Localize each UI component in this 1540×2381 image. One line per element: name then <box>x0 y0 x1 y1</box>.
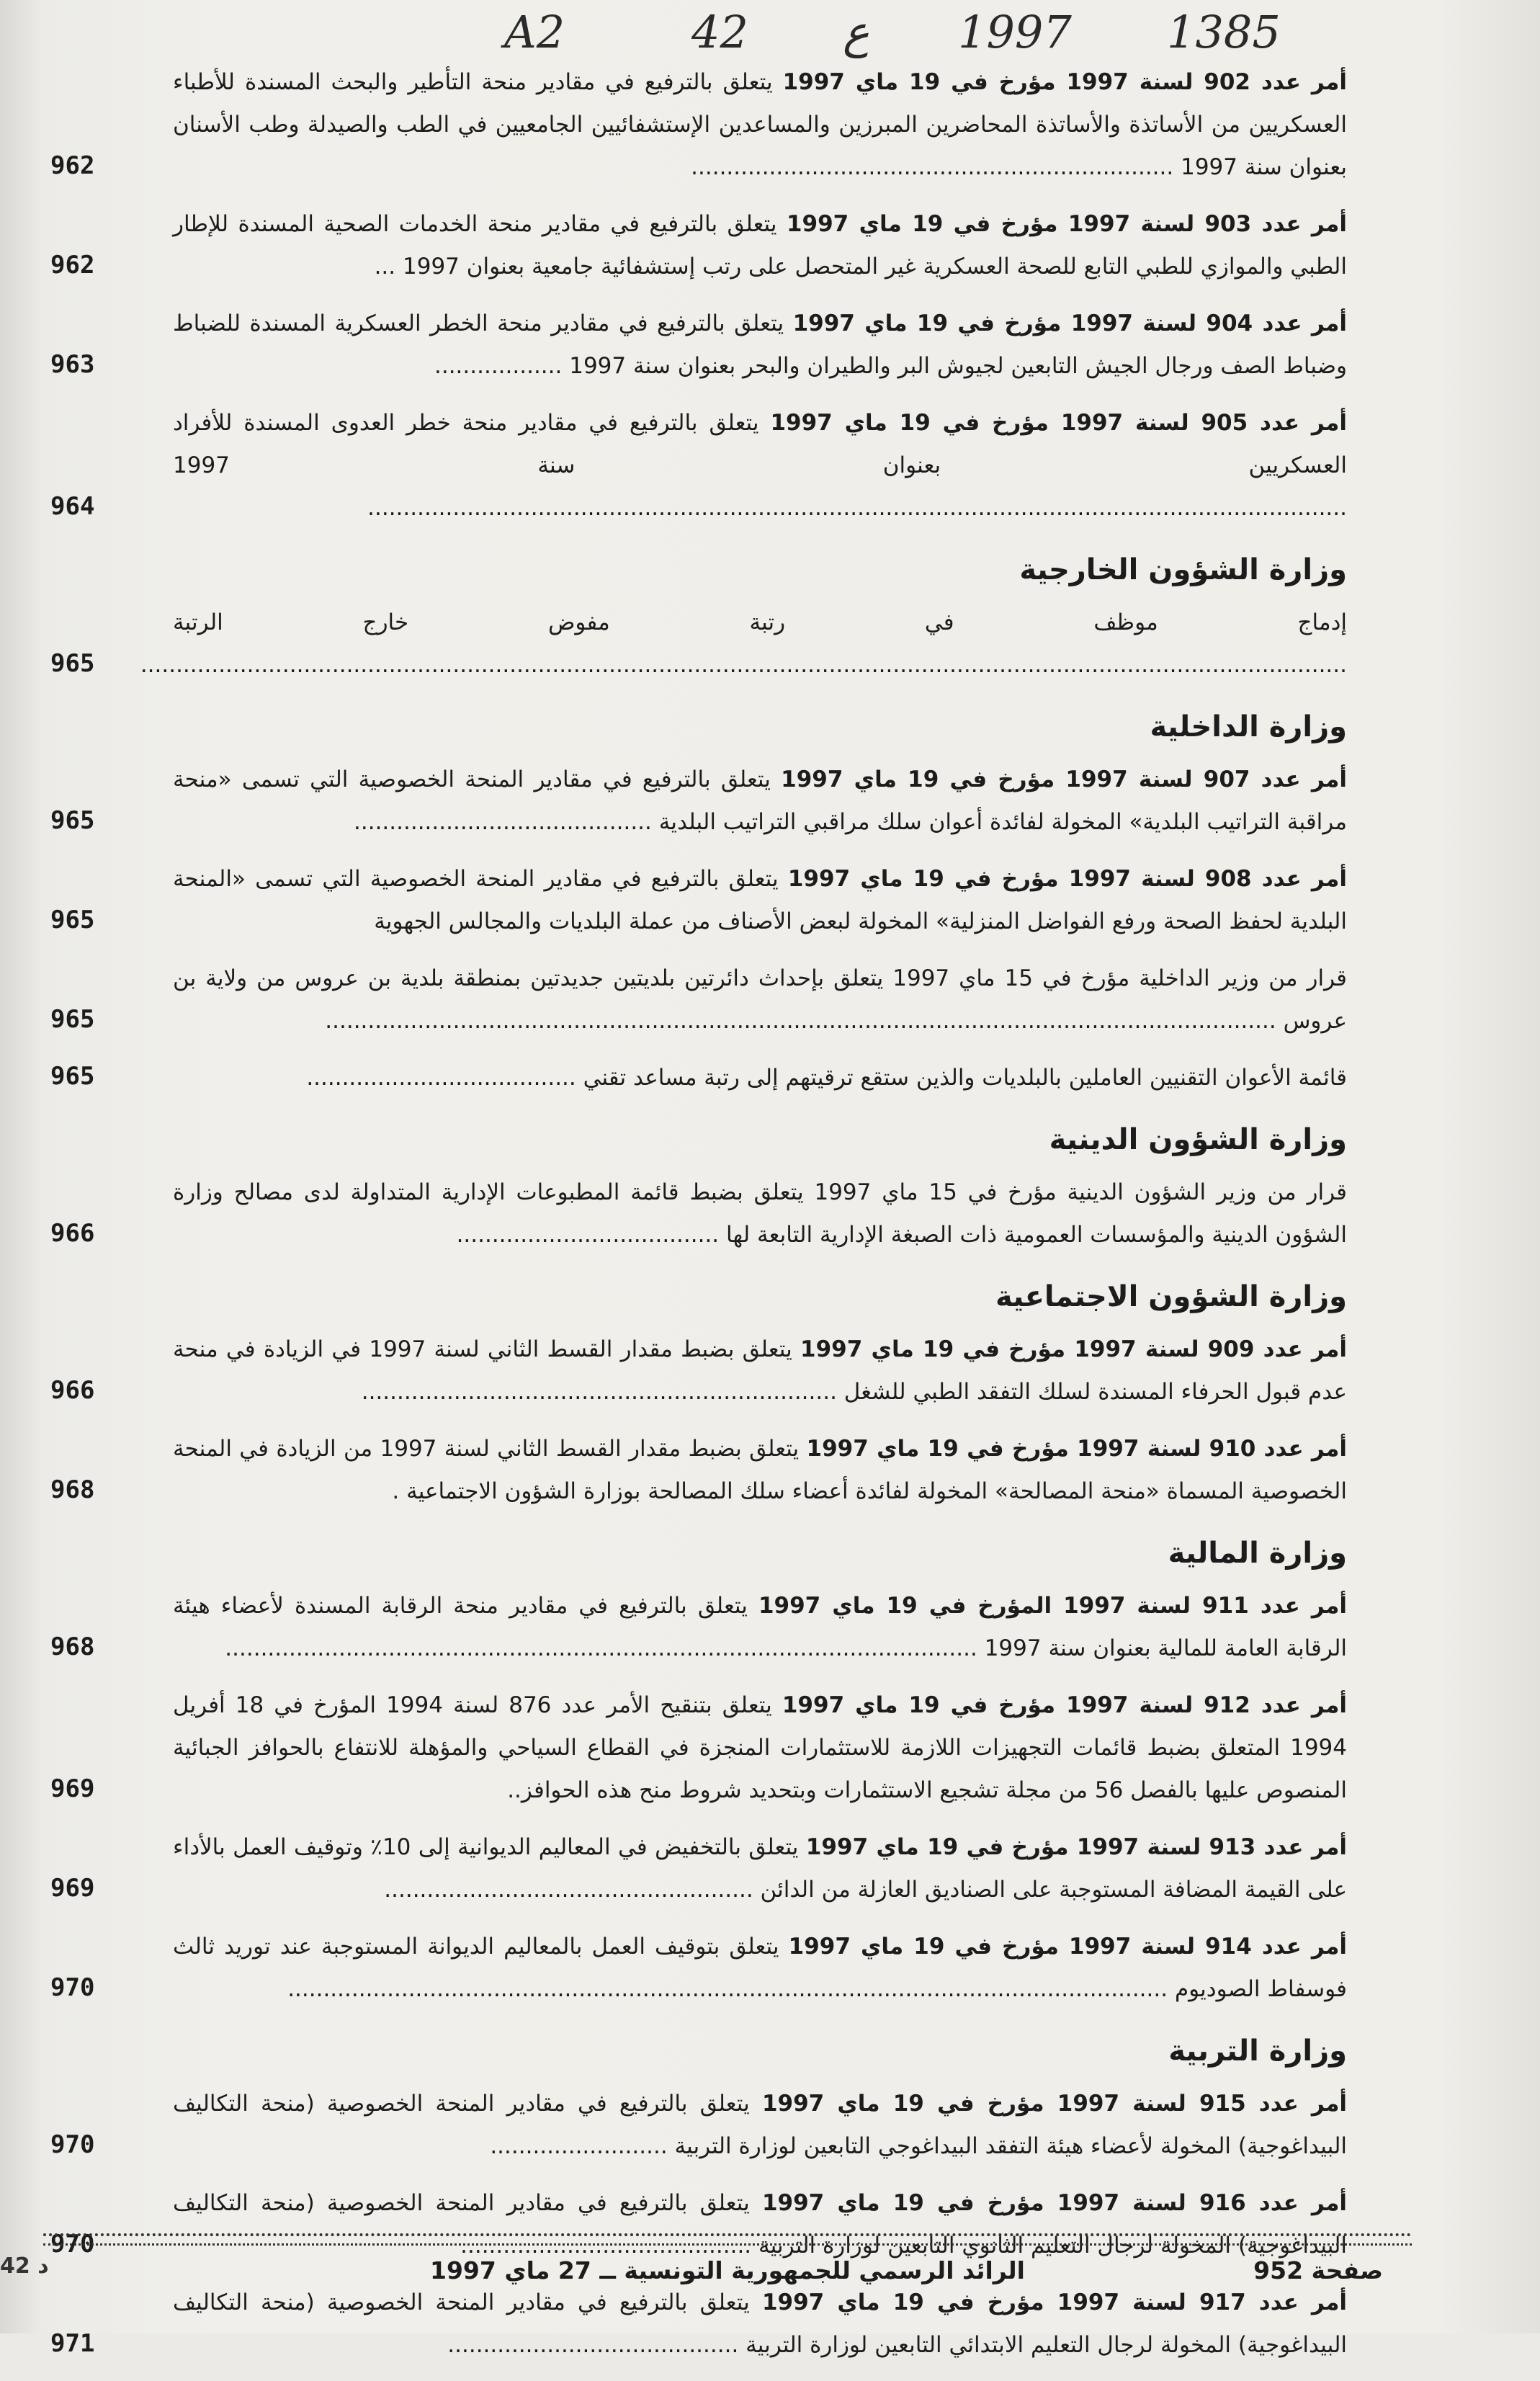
entry-page-number: 964 <box>50 492 95 521</box>
binding-mark: 42 د <box>0 2253 49 2279</box>
entry-description: يتعلق بالترفيع في مقادير المنحة الخصوصية التي تسمى «المنحة البلدية لحفظ الصحة ورفع الفواضل المنزلية» المخولة لبعض الأصناف من عملة البلديات والمجالس الجهوية <box>173 866 1347 934</box>
page-number-label: صفحة 952 <box>1253 2256 1383 2284</box>
entry-description: يتعلق بالترفيع في مقادير المنحة الخصوصية (منحة التكاليف البيداغوجية) المخولة لأعضاء هيئة التفقد البيداغوجي التابعين لوزارة التربية ......................... <box>173 2091 1347 2159</box>
toc-entry <box>43 402 1347 530</box>
entry-page-number: 965 <box>50 906 95 934</box>
entry-text <box>173 2083 1347 2168</box>
entry-page-number: 970 <box>50 2230 95 2259</box>
decree-title: أمر عدد 916 لسنة 1997 مؤرخ في 19 ماي 1997 <box>761 2190 1348 2216</box>
decree-title: أمر عدد 908 لسنة 1997 مؤرخ في 19 ماي 1997 <box>787 866 1347 892</box>
entry-page-number: 966 <box>50 1219 95 1248</box>
entry-description: يتعلق بضبط مقدار القسط الثاني لسنة 1997 في الزيادة في منحة عدم قبول الحرفاء المسندة لسلك التفقد الطبي للشغل ................................................................... <box>173 1336 1347 1405</box>
entry-text <box>173 203 1347 288</box>
handwritten-serial: 1385 <box>1167 6 1281 58</box>
entry-page-number: 965 <box>50 1005 95 1034</box>
entry-text <box>173 957 1347 1042</box>
entry-text <box>173 1428 1347 1513</box>
toc-entry <box>43 1171 1347 1256</box>
entry-text <box>173 1926 1347 2011</box>
entry-text <box>173 858 1347 943</box>
entry-page-number: 962 <box>50 151 95 180</box>
entry-text <box>173 402 1347 530</box>
entry-text <box>173 61 1347 189</box>
section-heading: وزارة الشؤون الخارجية <box>1019 553 1347 586</box>
toc-entry <box>43 303 1347 388</box>
decree-title: أمر عدد 915 لسنة 1997 مؤرخ في 19 ماي 1997 <box>761 2091 1348 2117</box>
entry-text <box>140 602 1347 687</box>
entry-text <box>173 759 1347 844</box>
decree-title: أمر عدد 903 لسنة 1997 مؤرخ في 19 ماي 1997 <box>786 211 1347 237</box>
entry-description: إدماج موظف في رتبة مفوض خارج الرتبة .......................................................................................................................................................................... <box>140 609 1347 678</box>
section-heading: وزارة التربية <box>1168 2034 1347 2068</box>
decree-title: أمر عدد 914 لسنة 1997 مؤرخ في 19 ماي 1997 <box>788 1934 1347 1960</box>
entry-page-number: 965 <box>50 1062 95 1091</box>
section-heading: وزارة المالية <box>1168 1537 1347 1570</box>
entry-description: يتعلق بالترفيع في مقادير منحة التأطير والبحث المسندة للأطباء العسكريين من الأساتذة والأساتذة المحاضرين المبرزين والمساعدين الإستشفائيين الجامعيين في الطب والصيدلة وطب الأسنان بعنوان سنة 1997 .................................................................... <box>173 69 1347 180</box>
journal-title: الرائد الرسمي للجمهورية التونسية ــ 27 ماي 1997 <box>430 2256 1025 2284</box>
entry-text <box>173 1328 1347 1413</box>
handwritten-code: A2 <box>504 6 565 58</box>
decree-title: أمر عدد 913 لسنة 1997 مؤرخ في 19 ماي 1997 <box>805 1834 1347 1860</box>
entry-page-number: 968 <box>50 1632 95 1661</box>
entry-description: يتعلق بالترفيع في مقادير منحة الخطر العسكرية المسندة للضباط وضباط الصف ورجال الجيش التابعين لجيوش البر والطيران والبحر بعنوان سنة 1997 .................. <box>173 311 1347 379</box>
toc-entry <box>43 957 1347 1042</box>
entry-page-number: 965 <box>50 806 95 835</box>
entry-page-number: 968 <box>50 1475 95 1504</box>
section-heading: وزارة الشؤون الاجتماعية <box>995 1280 1347 1313</box>
entry-text <box>173 1585 1347 1670</box>
entry-page-number: 970 <box>50 1973 95 2002</box>
handwritten-year: 1997 <box>958 6 1072 58</box>
entry-description: يتعلق بالترفيع في مقادير المنحة الخصوصية التي تسمى «منحة مراقبة التراتيب البلدية» المخولة لفائدة أعوان سلك مراقبي التراتيب البلدية .......................................... <box>173 767 1347 835</box>
toc-entry <box>43 61 1347 189</box>
entry-page-number: 969 <box>50 1774 95 1803</box>
entry-page-number: 962 <box>50 251 95 280</box>
entry-description: يتعلق بتوقيف العمل بالمعاليم الديوانة المستوجبة عند توريد ثالث فوسفاط الصوديوم ............................................................................................................................ <box>173 1934 1347 2002</box>
entry-text <box>173 1171 1347 1256</box>
toc-entry <box>43 759 1347 844</box>
section-heading: وزارة الشؤون الدينية <box>1049 1123 1347 1156</box>
handwritten-number: 42 <box>691 6 748 58</box>
decree-title: أمر عدد 905 لسنة 1997 مؤرخ في 19 ماي 1997 <box>770 410 1347 436</box>
toc-entry <box>43 1684 1347 1812</box>
entry-description: قرار من وزير الداخلية مؤرخ في 15 ماي 1997 يتعلق بإحداث دائرتين بلديتين جديدتين بمنطقة بلدية بن عروس من ولاية بن عروس ...................................................................................................................................... <box>173 965 1347 1034</box>
footer-divider <box>43 2233 1412 2246</box>
page-footer <box>43 2253 1412 2297</box>
toc-entry <box>43 1926 1347 2011</box>
toc-entry <box>43 2083 1347 2168</box>
toc-entry <box>43 1826 1347 1911</box>
entry-text <box>173 1684 1347 1812</box>
toc-entry <box>43 1328 1347 1413</box>
entry-description: يتعلق بضبط مقدار القسط الثاني لسنة 1997 من الزيادة في المنحة الخصوصية المسماة «منحة المصالحة» المخولة لفائدة أعضاء سلك المصالحة بوزارة الشؤون الاجتماعية . <box>173 1436 1347 1504</box>
entry-description: يتعلق بالترفيع في مقادير منحة الرقابة المسندة لأعضاء هيئة الرقابة العامة للمالية بعنوان سنة 1997 .......................................................................................................... <box>173 1593 1347 1661</box>
decree-title: أمر عدد 911 لسنة 1997 المؤرخ في 19 ماي 1997 <box>758 1593 1347 1619</box>
entry-description: قائمة الأعوان التقنيين العاملين بالبلديات والذين ستقع ترقيتهم إلى رتبة مساعد تقني ...................................... <box>306 1065 1347 1091</box>
toc-entry <box>43 1057 1347 1099</box>
handwritten-annotation <box>0 6 1540 63</box>
toc-entry <box>43 858 1347 943</box>
entry-page-number: 971 <box>50 2329 95 2358</box>
table-of-contents <box>43 61 1347 2381</box>
decree-title: أمر عدد 910 لسنة 1997 مؤرخ في 19 ماي 1997 <box>806 1436 1348 1462</box>
entry-description: يتعلق بالتخفيض في المعاليم الديوانية إلى 10٪ وتوقيف العمل بالأداء على القيمة المضافة المستوجبة على الصناديق العازلة من الدائن .................................................... <box>173 1834 1347 1903</box>
entry-text <box>173 1057 1347 1099</box>
toc-entry <box>43 1585 1347 1670</box>
toc-entry <box>43 602 1347 687</box>
entry-description: يتعلق بالترفيع في مقادير المنحة الخصوصية (منحة التكاليف البيداغوجية) المخولة لرجال التعليم الابتدائي التابعين لوزارة التربية ......................................... <box>173 2290 1347 2358</box>
decree-title: أمر عدد 917 لسنة 1997 مؤرخ في 19 ماي 1997 <box>761 2290 1348 2315</box>
entry-page-number: 965 <box>50 649 95 678</box>
decree-title: أمر عدد 902 لسنة 1997 مؤرخ في 19 ماي 1997 <box>782 69 1347 95</box>
toc-entry <box>43 203 1347 288</box>
entry-page-number: 970 <box>50 2130 95 2159</box>
entry-text <box>173 1826 1347 1911</box>
decree-title: أمر عدد 912 لسنة 1997 مؤرخ في 19 ماي 1997 <box>782 1692 1347 1718</box>
entry-page-number: 969 <box>50 1874 95 1903</box>
entry-page-number: 966 <box>50 1376 95 1405</box>
entry-description: قرار من وزير الشؤون الدينية مؤرخ في 15 ماي 1997 يتعلق بضبط قائمة المطبوعات الإدارية المتداولة لدى مصالح وزارة الشؤون الدينية والمؤسسات العمومية ذات الصبغة الإدارية التابعة لها ..................................... <box>173 1179 1347 1248</box>
toc-entry <box>43 1428 1347 1513</box>
entry-page-number: 963 <box>50 350 95 379</box>
entry-description: يتعلق بتنقيح الأمر عدد 876 لسنة 1994 المؤرخ في 18 أفريل 1994 المتعلق بضبط قائمات التجهيزات اللازمة للاستثمارات المنجزة في القطاع السياحي والمؤهلة للانتفاع بالحوافز الجبائية المنصوص عليها بالفصل 56 من مجلة تشجيع الاستثمارات وبتحديد شروط منح هذه الحوافز.. <box>173 1692 1347 1803</box>
entry-description: يتعلق بالترفيع في مقادير منحة الخدمات الصحية المسندة للإطار الطبي والموازي للطبي التابع للصحة العسكرية غير المتحصل على رتب إستشفائية جامعية بعنوان 1997 ... <box>173 211 1347 280</box>
section-heading: وزارة الداخلية <box>1150 710 1347 743</box>
entry-description: يتعلق بالترفيع في مقادير منحة خطر العدوى المسندة للأفراد العسكريين بعنوان سنة 1997 .......................................................................................................................................... <box>173 410 1347 521</box>
entry-description: يتعلق بالترفيع في مقادير المنحة الخصوصية (منحة التكاليف البيداغوجية) المخولة لرجال التعليم الثانوي التابعين لوزارة التربية ......................................... <box>173 2190 1347 2259</box>
entry-text <box>173 303 1347 388</box>
handwritten-letter: ع <box>843 6 869 58</box>
decree-title: أمر عدد 907 لسنة 1997 مؤرخ في 19 ماي 1997 <box>781 767 1347 792</box>
decree-title: أمر عدد 909 لسنة 1997 مؤرخ في 19 ماي 1997 <box>800 1336 1347 1362</box>
decree-title: أمر عدد 904 لسنة 1997 مؤرخ في 19 ماي 1997 <box>792 311 1347 336</box>
